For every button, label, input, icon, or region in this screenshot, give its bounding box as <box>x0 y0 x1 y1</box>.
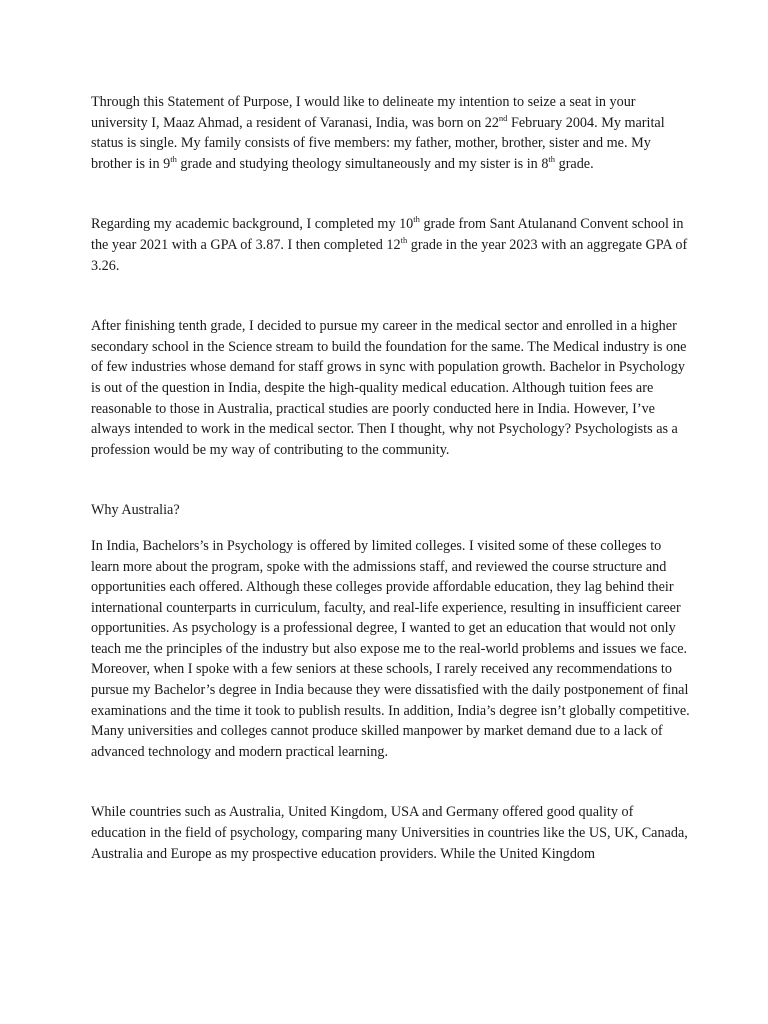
p2-superscript-2: th <box>400 234 408 245</box>
p1-text-a: Through this Statement of Purpose, I would like to delineate my intention to seize a seat in your university I, Maaz Ahmad, a resident of Varanasi, India, was born on 22 <box>91 94 636 131</box>
heading-why-australia: Why Australia? <box>91 502 180 519</box>
p1-text-d: grade. <box>555 155 594 172</box>
p1-text-c: grade and studying theology simultaneously and my sister is in 8 <box>176 155 549 172</box>
p1-superscript-2: th <box>170 153 177 164</box>
paragraph-india-education: In India, Bachelors’s in Psychology is offered by limited colleges. I visited some of these colleges to learn more about the program, spoke with the admissions staff, and reviewed the course structure and opportunities each offered. Although these colleges provide affordable education, they lag behind their international counterparts in curriculum, faculty, and real-life experience, resulting in insufficient career opportunities. As psychology is a professional degree, I wanted to get an education that would not only teach me the principles of the industry but also expose me to the real-world problems and issues we face. Moreover, when I spoke with a few seniors at these schools, I rarely received any recommendations to pursue my Bachelor’s degree in India because they were dissatisfied with the daily postponement of final examinations and the time it took to publish results. In addition, India’s degree isn’t globally competitive. Many universities and colleges cannot produce skilled manpower by market demand due to a lack of advanced technology and modern practical learning. <box>91 537 690 760</box>
p2-text-c: grade in the year 2023 with an aggregate GPA of 3.26. <box>91 236 688 274</box>
p2-text-b: grade from Sant Atulanand Convent school in the year 2021 with a GPA of 3.87. I then completed 12 <box>91 216 684 253</box>
p2-text-a: Regarding my academic background, I completed my 10 <box>91 216 414 233</box>
paragraph-personal-background <box>91 92 691 174</box>
p1-superscript-1: nd <box>498 112 508 123</box>
paragraph-academic-background <box>91 214 691 276</box>
document-page <box>91 92 691 864</box>
paragraph-country-comparison: While countries such as Australia, United Kingdom, USA and Germany offered good quality of education in the field of psychology, comparing many Universities in countries like the US, UK, Canada, Australia and Europe as my prospective education providers. While the United Kingdom <box>91 804 688 862</box>
p1-superscript-3: th <box>548 153 556 164</box>
p1-text-b: February 2004. My marital status is single. My family consists of five members: my father, mother, brother, sister and me. My brother is in 9 <box>91 114 665 172</box>
paragraph-career-choice: After finishing tenth grade, I decided to pursue my career in the medical sector and enrolled in a higher secondary school in the Science stream to build the foundation for the same. The Medical industry is one of few industries whose demand for staff grows in sync with population growth. Bachelor in Psychology is out of the question in India, despite the high-quality medical education. Although tuition fees are reasonable to those in Australia, practical studies are poorly conducted here in India. However, I’ve always intended to work in the medical sector. Then I thought, why not Psychology? Psychologists as a profession would be my way of contributing to the community. <box>91 318 687 458</box>
p2-superscript-1: th <box>413 214 420 225</box>
